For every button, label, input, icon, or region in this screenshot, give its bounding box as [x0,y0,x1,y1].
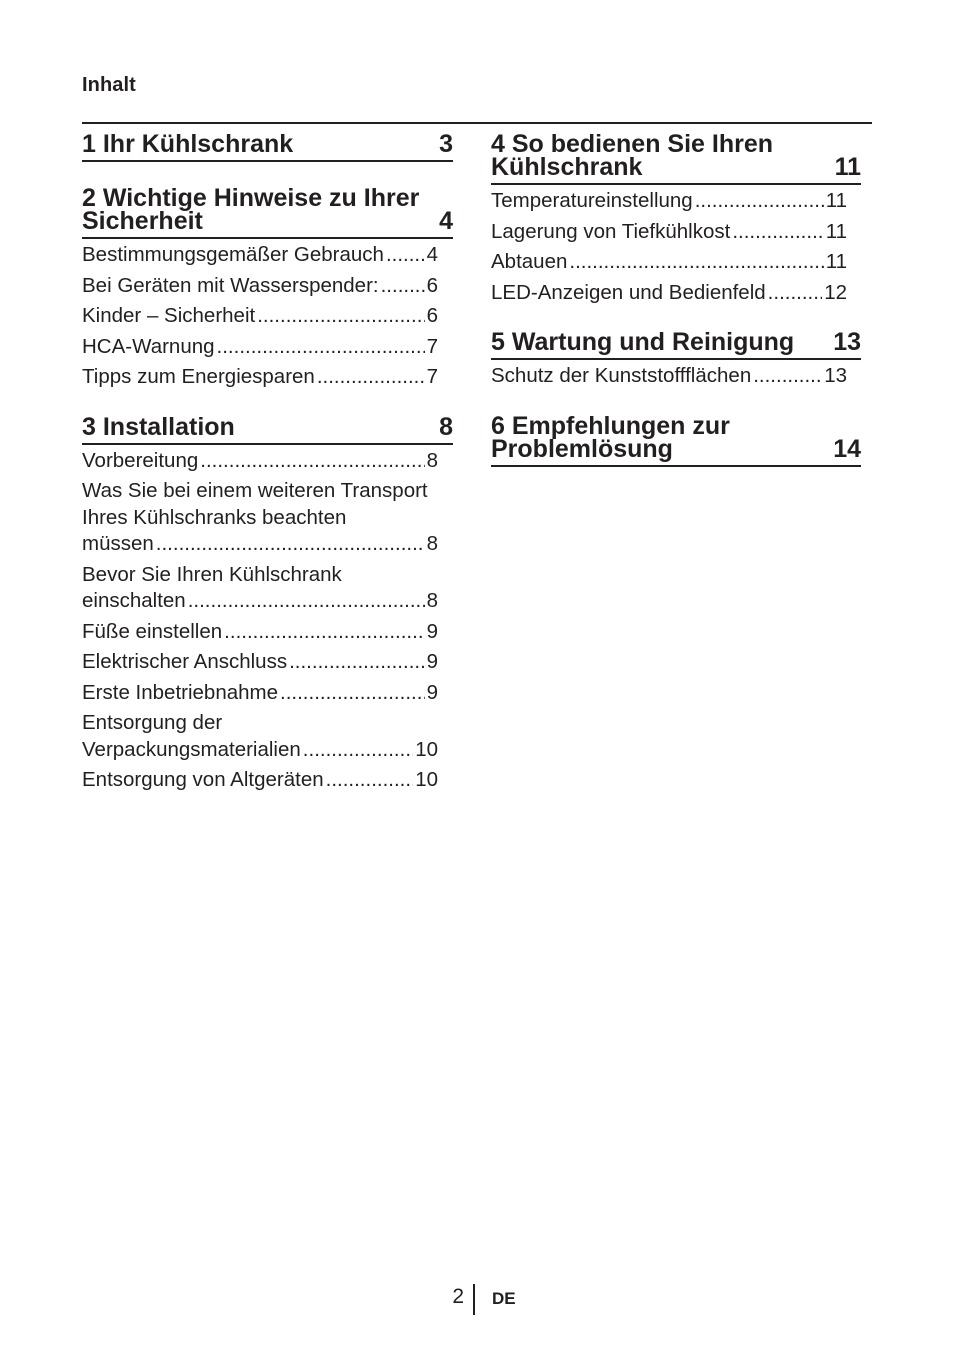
dot-leader [188,588,425,615]
toc-section-heading[interactable] [491,328,861,360]
toc-entry[interactable] [82,680,438,707]
section-page-number: 14 [833,434,861,463]
dot-leader [303,737,413,764]
dot-leader [200,448,424,475]
section-title-text: 5 Wartung und Reinigung [491,328,795,356]
toc-entry[interactable] [491,219,847,246]
section-page-number: 4 [439,207,453,235]
section-title-text: 3 Installation [82,412,235,441]
toc-section [82,184,453,391]
toc-entry[interactable] [82,364,438,391]
language-code: DE [492,1289,516,1308]
dot-leader [280,680,425,707]
page-heading: Inhalt [82,74,136,96]
toc-column-left [82,130,453,816]
dot-leader [569,249,823,276]
page-number: 2 [452,1285,464,1308]
toc-entry-text-line: Was Sie bei einem weiteren Transport [82,479,428,502]
toc-entry-text: Bei Geräten mit Wasserspender: [82,273,379,297]
toc-entry-last-line [82,737,438,764]
toc-entry-list [82,445,438,794]
toc-entry-text: Tipps zum Energiesparen [82,365,315,388]
toc-entry-last-line [82,588,438,615]
section-title-text: 6 Empfehlungen zur Problemlösung [491,411,730,463]
dot-leader [257,303,424,330]
toc-entry[interactable] [491,363,847,390]
toc-entry-text-line: Bevor Sie Ihren Kühlschrank [82,562,342,586]
toc-entry-last-line [82,649,438,676]
section-page-number: 13 [833,328,861,356]
toc-entry-text: Entsorgung von Altgeräten [82,768,324,791]
footer-divider [473,1284,475,1315]
toc-entry-page-number: 10 [415,737,438,761]
section-title-text: 2 Wichtige Hinweise zu Ihrer Sicherheit [82,184,420,235]
toc-entry[interactable] [82,273,438,300]
toc-entry-text: HCA-Warnung [82,334,215,358]
section-title-text: 4 So bedienen Sie Ihren Kühlschrank [491,130,774,181]
dot-leader [732,219,823,246]
toc-entry-text: Schutz der Kunststoffflächen [491,364,752,387]
toc-entry-page-number: 6 [426,273,438,297]
page-footer [0,1284,954,1316]
dot-leader [381,273,425,300]
toc-entry-last-line [82,767,438,794]
toc-entry-page-number: 9 [426,650,438,673]
toc-entry-page-number: 11 [825,189,847,212]
toc-entry[interactable] [82,478,438,558]
dot-leader [753,363,822,390]
dot-leader [386,242,425,269]
toc-entry-last-line [82,680,438,707]
toc-entry[interactable] [82,562,438,615]
toc-entry[interactable] [82,710,438,763]
section-title-text: 1 Ihr Kühlschrank [82,130,294,158]
toc-entry-text: Abtauen [491,250,568,273]
toc-entry-text: müssen [82,532,154,555]
toc-entry-text: Füße einstellen [82,619,223,643]
toc-entry[interactable] [491,188,847,215]
toc-section-heading[interactable] [82,130,453,162]
toc-section-heading[interactable] [82,413,453,445]
toc-entry[interactable] [82,619,438,646]
toc-entry-text-line: Entsorgung der [82,711,223,734]
toc-entry-list [491,360,847,390]
toc-entry[interactable] [82,242,438,269]
dot-leader [224,619,424,646]
toc-section [491,412,861,467]
toc-section [82,130,453,162]
toc-entry-page-number: 6 [426,304,438,327]
toc-section [491,130,861,306]
toc-entry[interactable] [82,303,438,330]
toc-entry-page-number: 10 [415,768,438,791]
toc-entry-text: Kinder – Sicherheit [82,304,256,327]
toc-section [82,413,453,794]
toc-entry-text: Vorbereitung [82,448,199,472]
toc-entry-text: LED-Anzeigen und Bedienfeld [491,280,766,304]
toc-entry-last-line [491,249,847,276]
dot-leader [317,364,425,391]
toc-entry-page-number: 9 [426,619,438,643]
toc-column-right [491,130,861,489]
toc-entry-text: Verpackungsmaterialien [82,737,301,761]
dot-leader [695,188,824,215]
toc-entry-text: Erste Inbetriebnahme [82,680,279,704]
section-page-number: 3 [439,130,453,158]
toc-entry[interactable] [82,334,438,361]
toc-entry[interactable] [491,249,847,276]
toc-entry-text: einschalten [82,589,186,612]
toc-entry-last-line [82,364,438,391]
toc-entry-page-number: 13 [824,364,847,387]
toc-entry-list [82,239,438,391]
toc-section-heading[interactable] [82,184,453,239]
dot-leader [768,280,823,307]
toc-entry-page-number: 7 [426,365,438,388]
toc-entry-last-line [82,303,438,330]
toc-entry-text: Elektrischer Anschluss [82,650,288,673]
toc-entry-text: Temperatureinstellung [491,189,693,212]
toc-entry-page-number: 4 [426,243,438,266]
toc-entry[interactable] [491,280,847,307]
toc-entry-last-line [491,280,847,307]
heading-rule [82,122,872,124]
toc-entry-last-line [82,242,438,269]
toc-entry-last-line [82,619,438,646]
toc-entry-page-number: 8 [426,589,438,612]
toc-entry-page-number: 12 [824,280,847,304]
toc-entry-text: Bestimmungsgemäßer Gebrauch [82,243,384,266]
toc-entry[interactable] [82,649,438,676]
toc-section [491,328,861,390]
toc-entry-last-line [491,219,847,246]
toc-entry-last-line [82,531,438,558]
section-page-number: 11 [834,153,861,181]
toc-entry-text-line: Ihres Kühlschranks beachten [82,505,347,529]
toc-entry-page-number: 9 [426,680,438,704]
toc-entry-page-number: 8 [426,448,438,472]
toc-entry-page-number: 11 [825,250,847,273]
toc-entry[interactable] [82,448,438,475]
toc-entry-last-line [491,363,847,390]
toc-entry-last-line [82,448,438,475]
toc-entry[interactable] [82,767,438,794]
toc-entry-page-number: 11 [825,219,847,243]
toc-entry-last-line [491,188,847,215]
toc-entry-list [491,185,847,306]
toc-section-heading[interactable] [491,412,861,467]
toc-entry-last-line [82,273,438,300]
toc-section-heading[interactable] [491,130,861,185]
dot-leader [326,767,414,794]
toc-entry-text: Lagerung von Tiefkühlkost [491,219,731,243]
section-page-number: 8 [439,412,453,441]
toc-entry-page-number: 7 [426,334,438,358]
dot-leader [289,649,425,676]
toc-entry-last-line [82,334,438,361]
toc-entry-page-number: 8 [426,532,438,555]
dot-leader [156,531,425,558]
dot-leader [217,334,425,361]
